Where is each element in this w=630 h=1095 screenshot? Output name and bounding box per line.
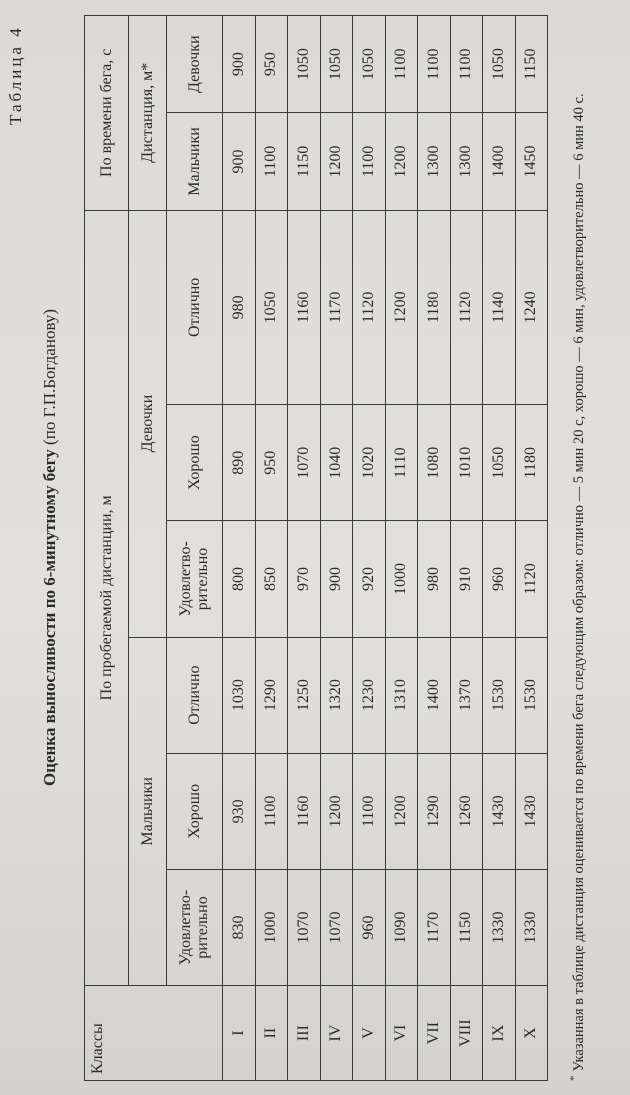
value-cell: 890 xyxy=(223,405,256,521)
value-cell: 830 xyxy=(223,869,256,985)
class-cell: II xyxy=(255,986,288,1081)
value-cell: 1070 xyxy=(288,869,321,985)
header-distance: Дистанция, м* xyxy=(129,16,167,211)
value-cell: 1110 xyxy=(385,405,418,521)
class-cell: V xyxy=(353,986,386,1081)
value-cell: 1120 xyxy=(515,521,548,637)
value-cell: 1090 xyxy=(385,869,418,985)
value-cell: 1100 xyxy=(385,16,418,113)
value-cell: 1430 xyxy=(515,753,548,869)
value-cell: 960 xyxy=(353,869,386,985)
table-row xyxy=(223,16,256,1081)
table-body xyxy=(223,16,548,1081)
class-cell: VII xyxy=(418,986,451,1081)
class-cell: I xyxy=(223,986,256,1081)
header-time-boys: Мальчики xyxy=(167,113,223,210)
table-row xyxy=(418,16,451,1081)
class-cell: IV xyxy=(320,986,353,1081)
value-cell: 1050 xyxy=(483,16,516,113)
table-title-author: (по Г.П.Богданову) xyxy=(40,308,59,445)
value-cell: 1430 xyxy=(483,753,516,869)
value-cell: 1150 xyxy=(450,869,483,985)
table-row xyxy=(288,16,321,1081)
value-cell: 1200 xyxy=(385,753,418,869)
table-row xyxy=(385,16,418,1081)
value-cell: 1020 xyxy=(353,405,386,521)
value-cell: 1000 xyxy=(255,869,288,985)
table-title xyxy=(40,0,60,1095)
value-cell: 1160 xyxy=(288,753,321,869)
endurance-table xyxy=(84,15,548,1081)
value-cell: 1320 xyxy=(320,637,353,753)
table-title-text: Оценка выносливости по 6-минутному бегу xyxy=(40,449,59,787)
value-cell: 1200 xyxy=(320,113,353,210)
value-cell: 1040 xyxy=(320,405,353,521)
value-cell: 1530 xyxy=(515,637,548,753)
header-boys-excellent: Отлично xyxy=(167,637,223,753)
value-cell: 1140 xyxy=(483,210,516,405)
class-cell: VIII xyxy=(450,986,483,1081)
value-cell: 1290 xyxy=(255,637,288,753)
value-cell: 960 xyxy=(483,521,516,637)
value-cell: 980 xyxy=(223,210,256,405)
header-girls-excellent: Отлично xyxy=(167,210,223,405)
header-girls-good: Хорошо xyxy=(167,405,223,521)
value-cell: 1070 xyxy=(288,405,321,521)
value-cell: 1240 xyxy=(515,210,548,405)
value-cell: 1330 xyxy=(483,869,516,985)
value-cell: 1100 xyxy=(353,113,386,210)
header-time-girls: Девочки xyxy=(167,16,223,113)
class-cell: III xyxy=(288,986,321,1081)
value-cell: 1450 xyxy=(515,113,548,210)
value-cell: 1120 xyxy=(353,210,386,405)
value-cell: 1200 xyxy=(385,113,418,210)
value-cell: 1100 xyxy=(418,16,451,113)
value-cell: 1150 xyxy=(515,16,548,113)
header-by-time: По времени бега, с xyxy=(85,16,129,211)
value-cell: 1300 xyxy=(450,113,483,210)
value-cell: 1050 xyxy=(288,16,321,113)
value-cell: 900 xyxy=(320,521,353,637)
table-number-label: Таблица 4 xyxy=(6,25,25,125)
table-row xyxy=(255,16,288,1081)
table-row xyxy=(353,16,386,1081)
value-cell: 1170 xyxy=(320,210,353,405)
value-cell: 900 xyxy=(223,16,256,113)
value-cell: 1170 xyxy=(418,869,451,985)
value-cell: 1010 xyxy=(450,405,483,521)
class-cell: VI xyxy=(385,986,418,1081)
header-by-distance: По пробегаемой дистанции, м xyxy=(85,210,129,986)
value-cell: 920 xyxy=(353,521,386,637)
value-cell: 1120 xyxy=(450,210,483,405)
value-cell: 950 xyxy=(255,16,288,113)
value-cell: 850 xyxy=(255,521,288,637)
value-cell: 1150 xyxy=(288,113,321,210)
value-cell: 1100 xyxy=(353,753,386,869)
value-cell: 950 xyxy=(255,405,288,521)
value-cell: 1100 xyxy=(255,753,288,869)
value-cell: 1030 xyxy=(223,637,256,753)
value-cell: 910 xyxy=(450,521,483,637)
value-cell: 970 xyxy=(288,521,321,637)
value-cell: 1180 xyxy=(418,210,451,405)
value-cell: 1530 xyxy=(483,637,516,753)
value-cell: 1100 xyxy=(450,16,483,113)
value-cell: 1050 xyxy=(483,405,516,521)
value-cell: 1080 xyxy=(418,405,451,521)
value-cell: 1310 xyxy=(385,637,418,753)
header-girls: Девочки xyxy=(129,210,167,637)
value-cell: 1200 xyxy=(320,753,353,869)
value-cell: 1300 xyxy=(418,113,451,210)
footnote-marker: * xyxy=(568,1075,580,1081)
header-girls-satisfactory: Удовлетво- рительно xyxy=(167,521,223,637)
table-row xyxy=(515,16,548,1081)
value-cell: 1330 xyxy=(515,869,548,985)
header-classes: Классы xyxy=(85,986,223,1081)
value-cell: 1200 xyxy=(385,210,418,405)
table-row xyxy=(320,16,353,1081)
value-cell: 1290 xyxy=(418,753,451,869)
value-cell: 800 xyxy=(223,521,256,637)
value-cell: 1050 xyxy=(353,16,386,113)
value-cell: 900 xyxy=(223,113,256,210)
footnote xyxy=(564,11,589,1081)
table-row xyxy=(450,16,483,1081)
header-boys: Мальчики xyxy=(129,637,167,986)
value-cell: 1230 xyxy=(353,637,386,753)
value-cell: 1000 xyxy=(385,521,418,637)
value-cell: 1400 xyxy=(483,113,516,210)
footnote-text: Указанная в таблице дистанция оценивается по времени бега следующим образом: отлично — 5 мин 20 с, хорошо — 6 мин, удовлетворительно — 6 мин 40 с. xyxy=(570,93,587,1072)
table-row xyxy=(483,16,516,1081)
value-cell: 1180 xyxy=(515,405,548,521)
value-cell: 1160 xyxy=(288,210,321,405)
value-cell: 1400 xyxy=(418,637,451,753)
value-cell: 1070 xyxy=(320,869,353,985)
value-cell: 930 xyxy=(223,753,256,869)
value-cell: 1250 xyxy=(288,637,321,753)
class-cell: X xyxy=(515,986,548,1081)
value-cell: 980 xyxy=(418,521,451,637)
header-boys-satisfactory: Удовлетво- рительно xyxy=(167,869,223,985)
value-cell: 1100 xyxy=(255,113,288,210)
value-cell: 1050 xyxy=(320,16,353,113)
header-boys-good: Хорошо xyxy=(167,753,223,869)
value-cell: 1370 xyxy=(450,637,483,753)
class-cell: IX xyxy=(483,986,516,1081)
value-cell: 1050 xyxy=(255,210,288,405)
value-cell: 1260 xyxy=(450,753,483,869)
